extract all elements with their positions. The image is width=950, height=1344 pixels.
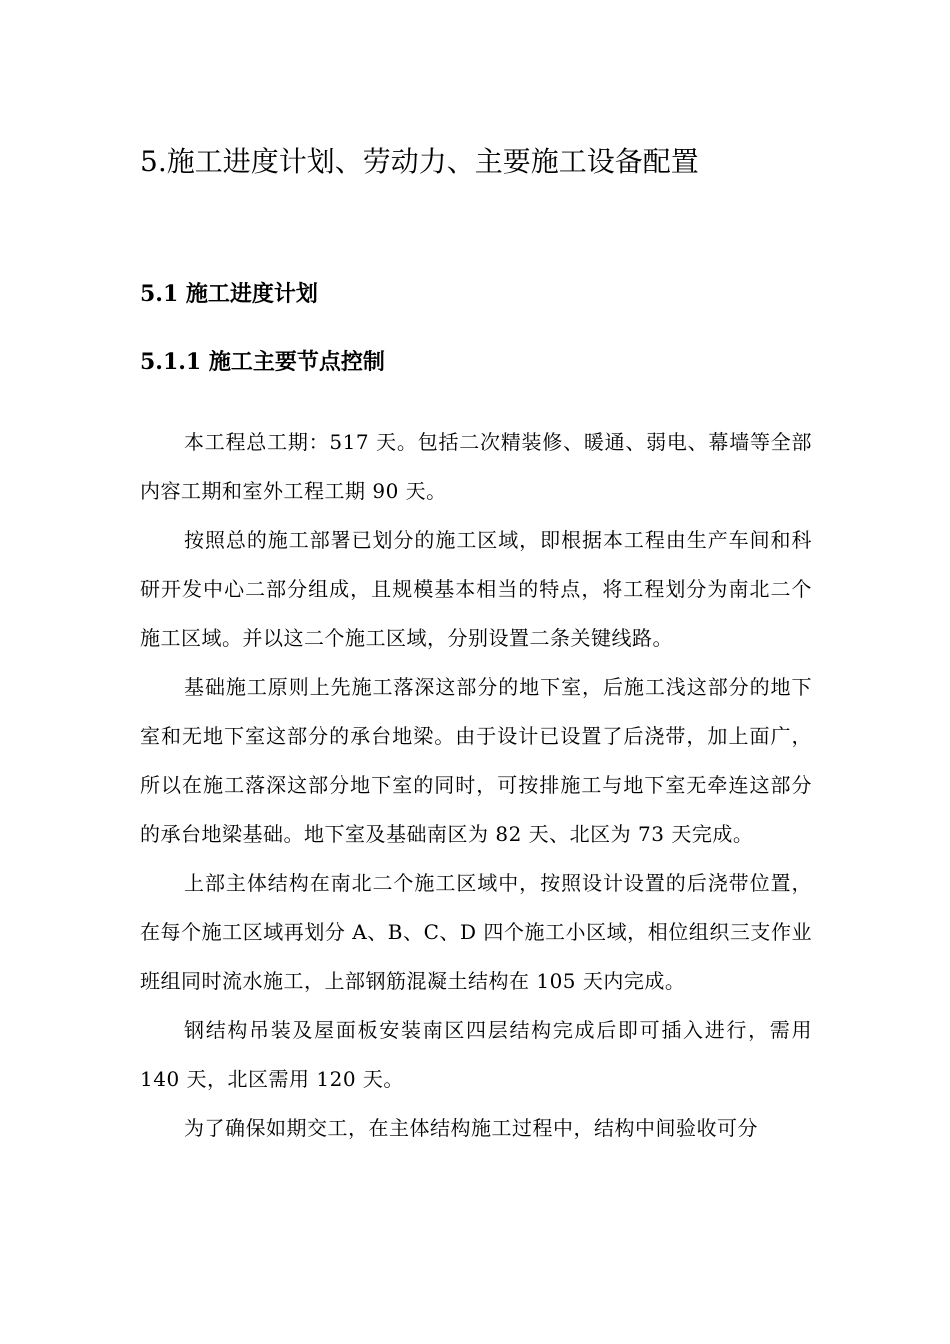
document-title: 5.施工进度计划、劳动力、主要施工设备配置	[140, 145, 699, 178]
body-text	[140, 418, 812, 1153]
paragraph-main-structure: 上部主体结构在南北二个施工区域中，按照设计设置的后浇带位置，在每个施工区域再划分 A、B、C、D 四个施工小区域，相位组织三支作业班组同时流水施工，上部钢筋混凝土结构在 105 天内完成。	[140, 871, 812, 993]
paragraph-foundation: 基础施工原则上先施工落深这部分的地下室，后施工浅这部分的地下室和无地下室这部分的承台地梁。由于设计已设置了后浇带，加上面广，所以在施工落深这部分地下室的同时，可按排施工与地下室无牵连这部分的承台地梁基础。地下室及基础南区为 82 天、北区为 73 天完成。	[140, 675, 812, 846]
paragraph-steel-structure: 钢结构吊装及屋面板安装南区四层结构完成后即可插入进行，需用 140 天，北区需用 120 天。	[140, 1018, 812, 1091]
section-heading: 5.1 施工进度计划	[140, 281, 318, 307]
subsection-heading: 5.1.1 施工主要节点控制	[140, 349, 385, 375]
paragraph-acceptance: 为了确保如期交工，在主体结构施工过程中，结构中间验收可分	[184, 1116, 758, 1140]
paragraph-construction-zones: 按照总的施工部署已划分的施工区域，即根据本工程由生产车间和科研开发中心二部分组成，且规模基本相当的特点，将工程划分为南北二个施工区域。并以这二个施工区域，分别设置二条关键线路。	[140, 528, 812, 650]
paragraph-total-duration: 本工程总工期：517 天。包括二次精装修、暖通、弱电、幕墙等全部内容工期和室外工程工期 90 天。	[140, 430, 812, 503]
